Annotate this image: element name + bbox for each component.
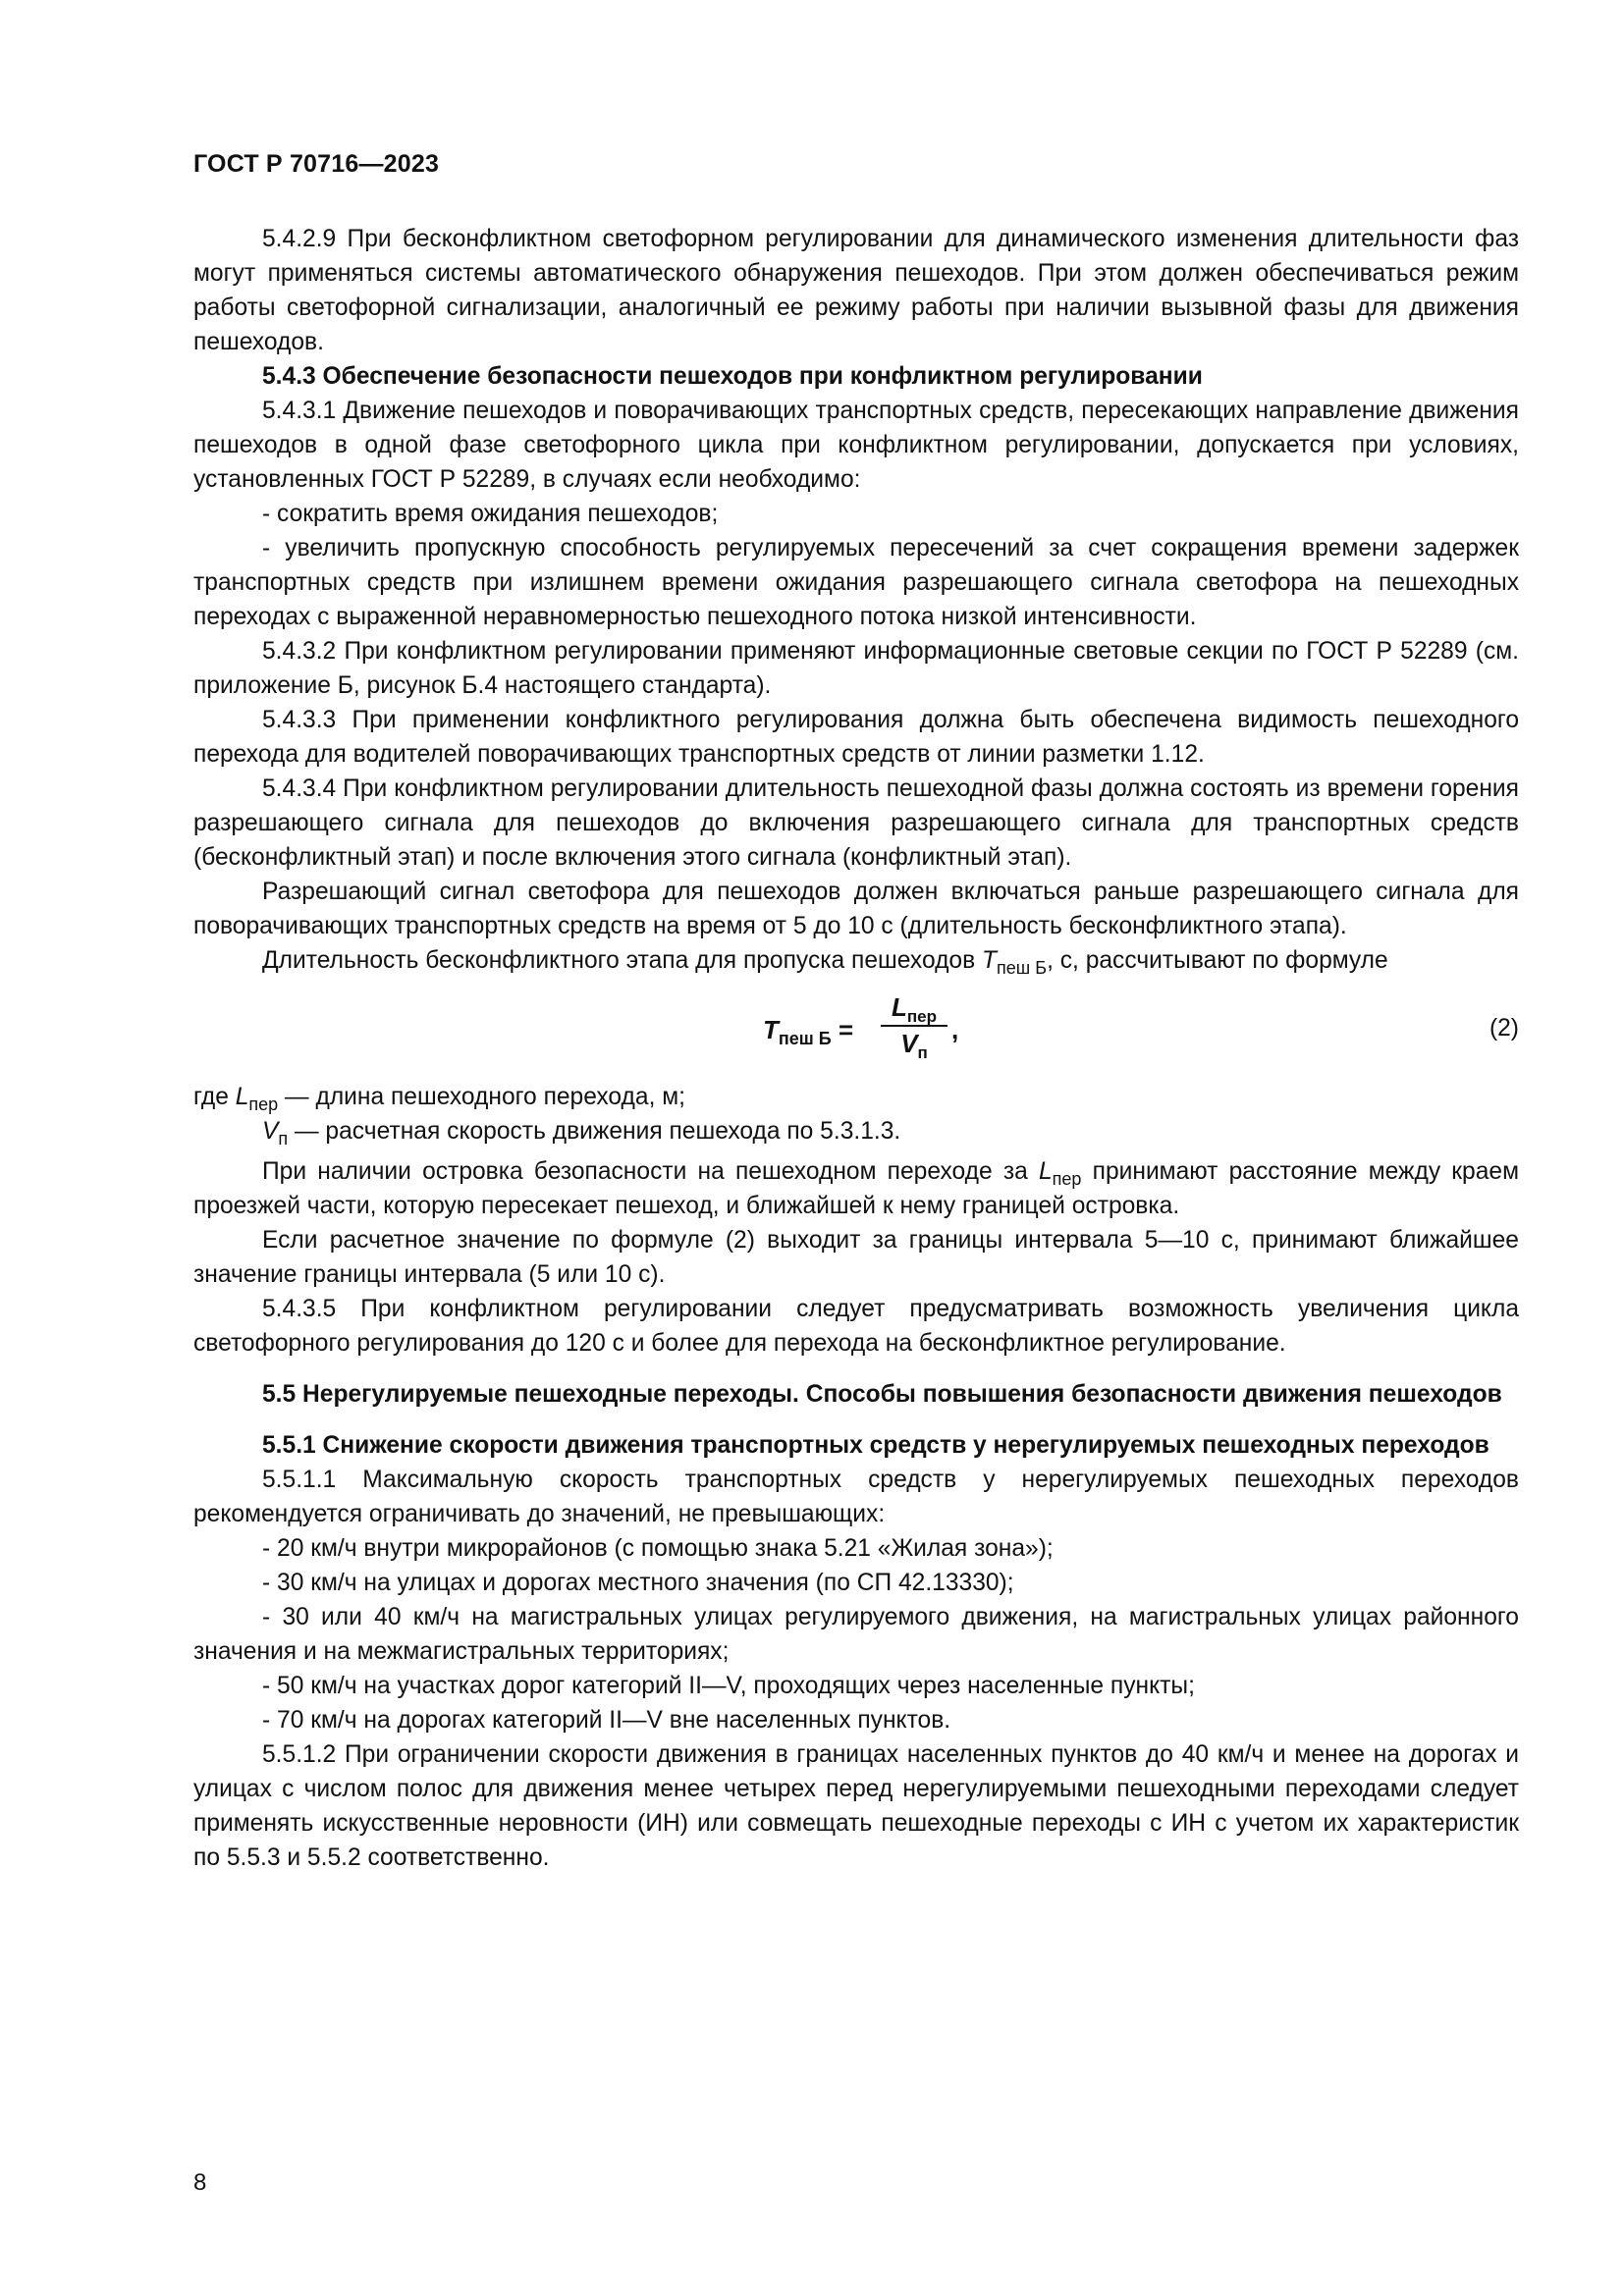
paragraph-interval: Если расчетное значение по формуле (2) выходит за границы интервала 5—10 с, принимают ближайшее значение границы интервала (5 или 10 с). — [193, 1227, 1519, 1288]
formula-comma: , — [951, 1015, 959, 1044]
page-number: 8 — [193, 2169, 207, 2196]
variable-subscript: пеш Б — [778, 1029, 832, 1048]
paragraph-5-4-3-5: 5.4.3.5 При конфликтном регулировании следует предусматривать возможность увеличения цикла светофорного регулирования до 120 с и более для перехода на бесконфликтное регулирование. — [193, 1296, 1519, 1357]
paragraph-duration — [193, 943, 1519, 978]
text-run: Длительность бесконфликтного этапа для пропуска пешеходов — [262, 947, 983, 974]
variable-symbol: T — [982, 947, 998, 974]
list-item: - 70 км/ч на дорогах категорий II—V вне населенных пунктов. — [262, 1707, 951, 1734]
variable-subscript: пер — [906, 1007, 937, 1026]
fraction-numerator — [881, 991, 947, 1027]
variable-symbol: V — [262, 1118, 279, 1145]
list-item: - увеличить пропускную способность регулируемых пересечений за счет сокращения времени задержек транспортных средств при излишнем времени ожидания разрешающего сигнала светофора на пешеходных переходах с выраженной неравномерностью пешеходного потока низкой интенсивности. — [193, 535, 1519, 630]
formula-2 — [193, 986, 1519, 1076]
document-body — [193, 222, 1519, 1875]
list-item: - 50 км/ч на участках дорог категорий II—V, проходящих через населенные пункты; — [262, 1673, 1195, 1699]
paragraph-island — [193, 1154, 1519, 1223]
formula-lhs — [763, 1013, 853, 1047]
formula-fraction — [881, 991, 947, 1060]
variable-symbol: V — [900, 1029, 918, 1058]
paragraph-5-4-2-9: 5.4.2.9 При бесконфликтном светофорном регулировании для динамического изменения длительности фаз могут применяться системы автоматического обнаружения пешеходов. При этом должен обеспечиваться режим работы светофорной сигнализации, аналогичный ее режиму работы при наличии вызывной фазы для движения пешеходов. — [193, 226, 1519, 355]
text-run: — длина пешеходного перехода, м; — [278, 1084, 685, 1110]
variable-symbol: L — [1038, 1158, 1053, 1185]
text-run: принимают расстояние между краем проезжей части, которую пересекает пешеход, и ближайшей к нему границей островка. — [193, 1158, 1519, 1219]
fraction-denominator — [881, 1027, 947, 1060]
list-item: - 20 км/ч внутри микрорайонов (с помощью знака 5.21 «Жилая зона»); — [262, 1535, 1054, 1562]
where-line-1 — [193, 1080, 1519, 1114]
spacer — [193, 1361, 1519, 1377]
paragraph-signal: Разрешающий сигнал светофора для пешеходов должен включаться раньше разрешающего сигнала для поворачивающих транспортных средств на время от 5 до 10 с (длительность бесконфликтного этапа). — [193, 879, 1519, 939]
paragraph-5-4-3-1: 5.4.3.1 Движение пешеходов и поворачивающих транспортных средств, пересекающих направление движения пешеходов в одной фазе светофорного цикла при конфликтном регулировании, допускается при условиях, установленных ГОСТ Р 52289, в случаях если необходимо: — [193, 398, 1519, 493]
list-item: - сократить время ожидания пешеходов; — [262, 501, 719, 527]
paragraph-5-4-3-4: 5.4.3.4 При конфликтном регулировании длительность пешеходной фазы должна состоять из времени горения разрешающего сигнала для пешеходов до включения разрешающего сигнала для транспортных средств (бесконфликтный этап) и после включения этого сигнала (конфликтный этап). — [193, 775, 1519, 871]
paragraph-5-5-1-1: 5.5.1.1 Максимальную скорость транспортных средств у нерегулируемых пешеходных переходов рекомендуется ограничивать до значений, не превышающих: — [193, 1467, 1519, 1527]
text-run: где — [193, 1084, 236, 1110]
paragraph-5-5-1-2: 5.5.1.2 При ограничении скорости движения в границах населенных пунктов до 40 км/ч и менее на дорогах и улицах с числом полос для движения менее четырех перед нерегулируемыми пешеходными переходами следует применять искусственные неровности (ИН) или совмещать пешеходные переходы с ИН с учетом их характеристик по 5.5.3 и 5.5.2 соответственно. — [193, 1741, 1519, 1871]
document-code-header: ГОСТ Р 70716—2023 — [193, 150, 440, 178]
section-heading-5-5-1: 5.5.1 Снижение скорости движения транспортных средств у нерегулируемых пешеходных переходов — [262, 1432, 1489, 1459]
text-run: При наличии островка безопасности на пешеходном переходе за — [262, 1158, 1039, 1185]
paragraph-5-4-3-3: 5.4.3.3 При применении конфликтного регулирования должна быть обеспечена видимость пешеходного перехода для водителей поворачивающих транспортных средств от линии разметки 1.12. — [193, 707, 1519, 768]
formula-number: (2) — [1489, 1015, 1519, 1041]
list-item: - 30 км/ч на улицах и дорогах местного значения (по СП 42.13330); — [262, 1570, 1014, 1596]
variable-subscript: п — [917, 1043, 928, 1062]
variable-symbol: L — [892, 992, 907, 1022]
variable-subscript: пер — [248, 1095, 279, 1114]
text-run: — расчетная скорость движения пешехода по 5.3.1.3. — [288, 1118, 901, 1145]
variable-symbol: T — [763, 1015, 779, 1044]
text-run: , с, рассчитывают по формуле — [1047, 947, 1388, 974]
spacer — [193, 1412, 1519, 1428]
section-heading-5-5: 5.5 Нерегулируемые пешеходные переходы. Способы повышения безопасности движения пешеходов — [262, 1381, 1502, 1408]
variable-subscript: п — [278, 1129, 289, 1148]
where-line-2 — [193, 1114, 1519, 1148]
variable-symbol: L — [235, 1084, 249, 1110]
equals-sign: = — [831, 1015, 854, 1044]
variable-subscript: пеш Б — [997, 958, 1048, 978]
list-item: - 30 или 40 км/ч на магистральных улицах регулируемого движения, на магистральных улицах районного значения и на межмагистральных территориях; — [193, 1604, 1519, 1665]
paragraph-5-4-3-2: 5.4.3.2 При конфликтном регулировании применяют информационные световые секции по ГОСТ Р 52289 (см. приложение Б, рисунок Б.4 настоящего стандарта). — [193, 638, 1519, 699]
section-heading-5-4-3: 5.4.3 Обеспечение безопасности пешеходов при конфликтном регулировании — [262, 363, 1203, 390]
variable-subscript: пер — [1052, 1169, 1082, 1189]
